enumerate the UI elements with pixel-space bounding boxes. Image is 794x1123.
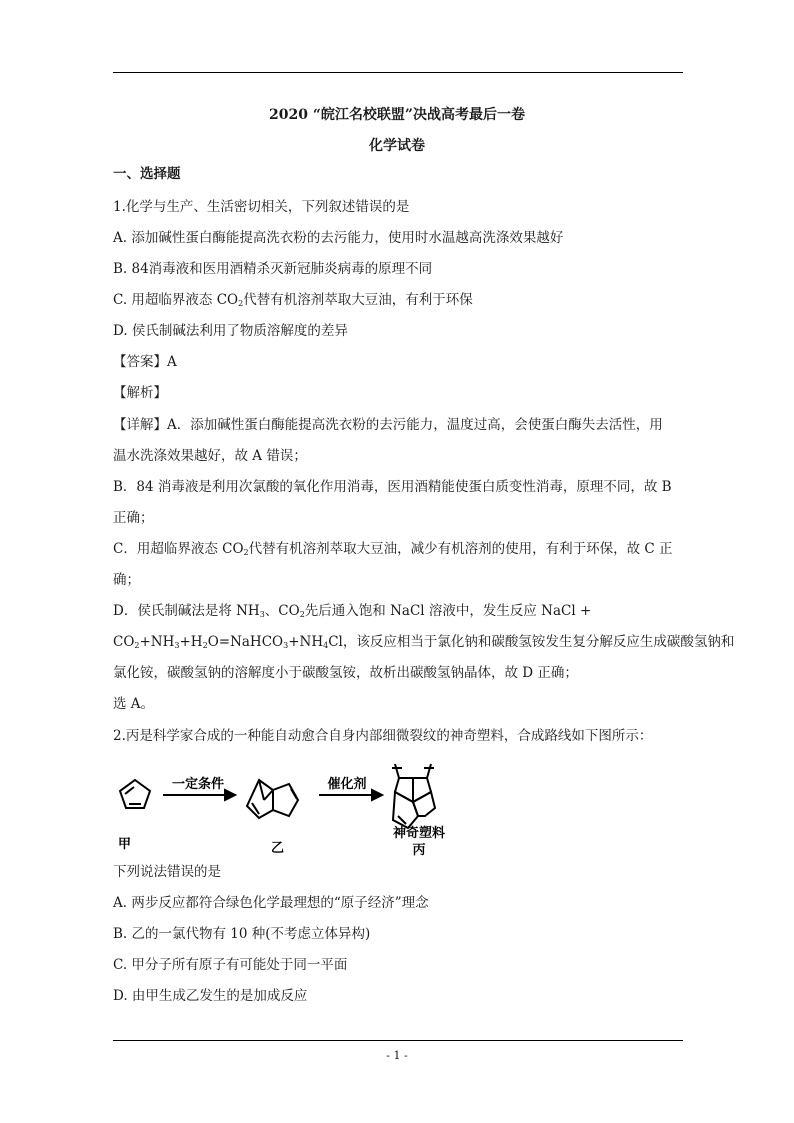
q1-answer: 【答案】A: [113, 354, 177, 370]
q1-option-a: A. 添加碱性蛋白酶能提高洗衣粉的去污能力，使用时水温越高洗涤效果越好: [113, 230, 564, 246]
reaction-scheme: [113, 758, 473, 858]
q2-option-d: D. 由甲生成乙发生的是加成反应: [113, 988, 308, 1004]
q1-detail-d-1: D．侯氏制碱法是将 $NH_3$、$CO_2$先后通入饱和 NaCl 溶液中，发生反应 NaCl +: [113, 603, 592, 619]
document-subtitle: 化学试卷: [369, 138, 425, 154]
q2-option-a: A. 两步反应都符合绿色化学最理想的“原子经济”理念: [113, 895, 429, 911]
section-heading: 一、选择题: [113, 166, 181, 182]
label-bing: 丙: [412, 843, 426, 858]
q1-option-d: D. 侯氏制碱法利用了物质溶解度的差异: [113, 323, 348, 339]
q2-option-c: C. 甲分子所有原子有可能处于同一平面: [113, 957, 348, 973]
arrow-2-label: 催化剂: [327, 777, 367, 792]
q1-detail-d-3: 氯化铵，碳酸氢钠的溶解度小于碳酸氢铵，故析出碳酸氢钠晶体，故 D 正确；: [113, 665, 578, 681]
header-rule: [113, 72, 683, 73]
q1-detail-c-1: C．用超临界液态 $CO_2$代替有机溶剂萃取大豆油，减少有机溶剂的使用，有利于环保，故 C 正: [113, 541, 673, 557]
q2-prompt: 下列说法错误的是: [113, 864, 221, 880]
q1-stem: 1.化学与生产、生活密切相关，下列叙述错误的是: [113, 199, 410, 215]
q1-conclusion: 选 A。: [113, 696, 155, 712]
q1-option-b: B. 84消毒液和医用酒精杀灭新冠肺炎病毒的原理不同: [113, 261, 433, 277]
q1-detail-a-1: 【详解】A．添加碱性蛋白酶能提高洗衣粉的去污能力，温度过高，会使蛋白酶失去活性，用: [113, 417, 663, 433]
q2-stem: 2.丙是科学家合成的一种能自动愈合自身内部细微裂纹的神奇塑料，合成路线如下图所示：: [113, 728, 653, 744]
q1-option-c: C. 用超临界液态 $CO_2$代替有机溶剂萃取大豆油，有利于环保: [113, 292, 473, 308]
footer-rule: [113, 1040, 683, 1041]
q1-detail-a-2: 温水洗涤效果越好，故 A 错误；: [113, 448, 307, 464]
page-number: - 1 -: [386, 1049, 408, 1062]
q1-detail-b-2: 正确；: [113, 510, 154, 526]
q1-detail-b-1: B．84 消毒液是利用次氯酸的氧化作用消毒，医用酒精能使蛋白质变性消毒，原理不同，故 B: [113, 479, 672, 495]
q2-option-b: B. 乙的一氯代物有 10 种(不考虑立体异构): [113, 926, 371, 942]
cyclopentadiene-structure: [120, 780, 150, 808]
label-jia: 甲: [118, 837, 132, 852]
polymer-structure: [392, 764, 435, 828]
q1-analysis-label: 【解析】: [113, 385, 167, 401]
q1-detail-d-2: $CO_2+NH_3+H_2O=NaHCO_3+NH_4Cl$，该反应相当于氯化钠和碳酸氢铵发生复分解反应生成碳酸氢钠和: [113, 634, 735, 650]
document-title: 2020 “皖江名校联盟”决战高考最后一卷: [269, 107, 525, 123]
polymer-name: 神奇塑料: [392, 826, 446, 841]
label-yi: 乙: [271, 841, 285, 856]
q1-detail-c-2: 确；: [113, 572, 140, 588]
arrow-1-label: 一定条件: [171, 777, 225, 792]
dicyclopentadiene-structure: [247, 780, 298, 818]
